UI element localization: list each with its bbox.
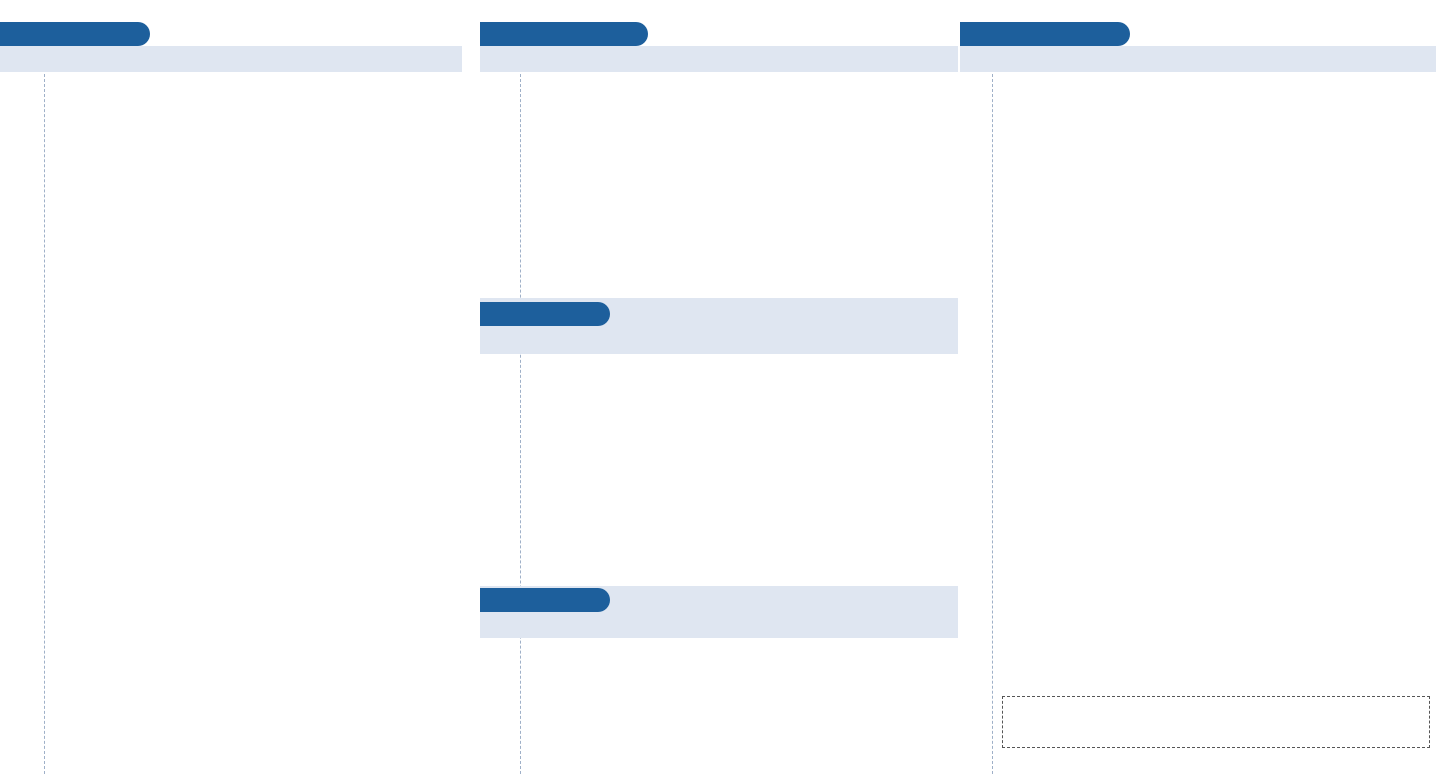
order-row <box>480 455 958 477</box>
order-row <box>480 732 958 754</box>
order-row <box>480 273 958 295</box>
morning-column <box>0 0 462 775</box>
order-row <box>480 195 958 217</box>
order-row <box>0 582 462 604</box>
morning-verse <box>0 46 462 72</box>
order-row <box>0 458 462 480</box>
wednesday-title <box>480 302 610 326</box>
divider <box>992 74 993 774</box>
afternoon-verse <box>480 46 958 72</box>
order-row <box>0 520 462 542</box>
order-row <box>480 476 958 498</box>
order-row <box>0 489 462 511</box>
order-row <box>0 273 462 295</box>
morning-title <box>0 22 150 46</box>
dawn-column <box>960 0 1436 775</box>
dawn-verse <box>960 46 1436 72</box>
order-row <box>480 541 958 563</box>
order-row <box>0 551 462 573</box>
order-row <box>0 180 462 202</box>
order-row <box>480 433 958 455</box>
order-row <box>480 563 958 585</box>
order-row <box>480 170 958 192</box>
order-row <box>0 396 462 418</box>
order-row <box>480 144 958 166</box>
order-row <box>0 612 462 634</box>
order-row <box>480 498 958 520</box>
order-row <box>480 247 958 269</box>
prayer-box <box>1002 696 1430 748</box>
order-row <box>0 242 462 264</box>
order-row <box>480 390 958 412</box>
order-row <box>0 303 462 325</box>
friday-title <box>480 588 610 612</box>
afternoon-title <box>480 22 648 46</box>
order-row <box>480 118 958 140</box>
order-row <box>0 427 462 449</box>
order-row <box>0 365 462 387</box>
order-row <box>480 520 958 542</box>
order-row <box>480 412 958 434</box>
order-row <box>480 221 958 243</box>
order-row <box>0 211 462 233</box>
order-row <box>0 118 462 140</box>
order-row <box>0 149 462 171</box>
order-row <box>0 334 462 356</box>
wednesday-verse <box>480 326 958 352</box>
afternoon-column <box>480 0 958 775</box>
order-row <box>0 643 462 665</box>
dawn-title <box>960 22 1130 46</box>
friday-verse <box>480 612 958 638</box>
